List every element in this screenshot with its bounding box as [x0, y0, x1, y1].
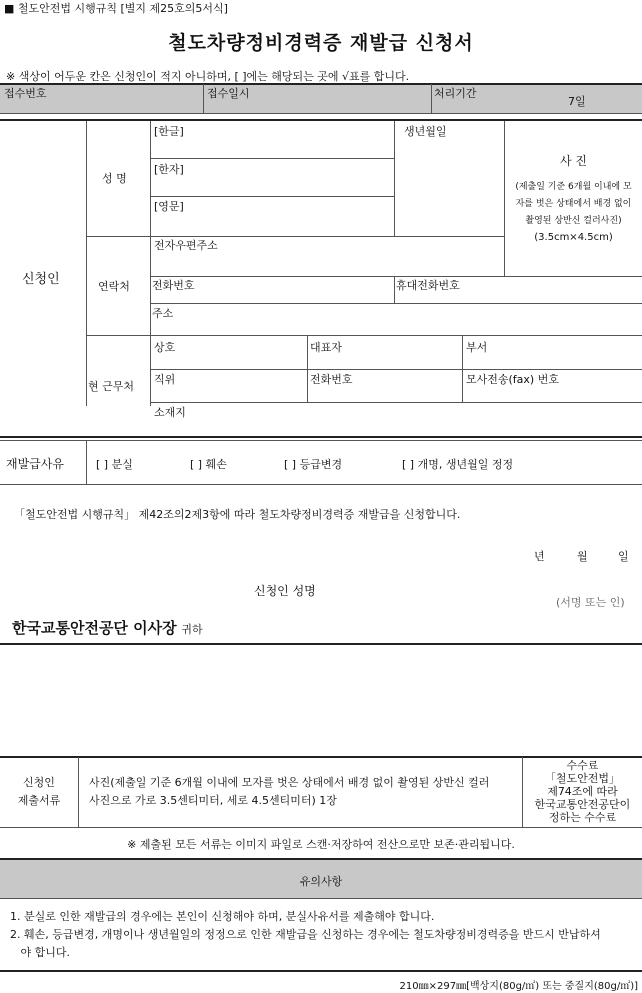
- signature-hint: (서명 또는 인): [556, 596, 625, 609]
- reception-date-label: 접수일시: [207, 87, 250, 100]
- scan-note: ※ 제출된 모든 서류는 이미지 파일로 스캔·저장하여 전산으로만 보존·관리됩니다.: [127, 838, 515, 851]
- fee-line-3: 제74조에 따라: [547, 785, 618, 798]
- photo-desc-2: 자를 벗은 상태에서 배경 없이: [515, 199, 632, 209]
- company-field[interactable]: 상호: [154, 341, 176, 354]
- reason-option-damaged[interactable]: [ ] 훼손: [190, 458, 227, 471]
- reception-bar: [0, 84, 642, 113]
- location-field[interactable]: 소재지: [154, 406, 186, 419]
- note-item-2-cont: 야 합니다.: [10, 946, 70, 959]
- note-item-1: 1. 분실로 인한 재발급의 경우에는 본인이 신청해야 하며, 분실사유서를 제출해야 합니다.: [10, 910, 435, 923]
- applicant-section-label: 신청인: [22, 272, 60, 287]
- paper-spec-footer: 210㎜×297㎜[백상지(80g/㎡) 또는 중질지(80g/㎡)]: [399, 981, 638, 992]
- photo-desc-1: (제출일 기준 6개월 이내에 모: [515, 182, 632, 192]
- date-day[interactable]: 일: [618, 550, 629, 563]
- name-korean-field[interactable]: [한글]: [154, 125, 184, 138]
- reason-option-name-birth-correction[interactable]: [ ] 개명, 생년월일 정정: [402, 458, 514, 471]
- documents-content: [89, 774, 489, 810]
- ceo-field[interactable]: 대표자: [310, 341, 342, 354]
- name-hanja-field[interactable]: [한자]: [154, 163, 184, 176]
- form-reference: ■ 철도안전법 시행규칙 [별지 제25호의5서식]: [4, 2, 228, 15]
- work-phone-field[interactable]: 전화번호: [310, 373, 353, 386]
- processing-period-value: 7일: [568, 95, 586, 108]
- form-note: ※ 색상이 어두운 칸은 신청인이 적지 아니하며, [ ]에는 해당되는 곳에 √표를 합니다.: [6, 70, 410, 83]
- fee-line-5: 정하는 수수료: [548, 811, 617, 824]
- note-item-2: 2. 훼손, 등급변경, 개명이나 생년월일의 정정으로 인한 재발급을 신청하는 경우에는 철도차량정비경력증을 반드시 반납하셔: [10, 928, 601, 941]
- fee-box: [523, 759, 642, 824]
- phone-field[interactable]: 전화번호: [152, 279, 195, 292]
- photo-title: 사 진: [560, 154, 587, 168]
- mobile-field[interactable]: 휴대전화번호: [396, 279, 460, 292]
- department-field[interactable]: 부서: [466, 341, 488, 354]
- notes-list: [10, 908, 601, 962]
- reason-option-grade-change[interactable]: [ ] 등급변경: [284, 458, 343, 471]
- documents-content-line-2: 사진으로 가로 3.5센티미터, 세로 4.5센티미터) 1장: [89, 794, 337, 807]
- form-title: 철도차량정비경력증 재발급 신청서: [168, 32, 474, 54]
- recipient-suffix: 귀하: [181, 623, 203, 636]
- reason-option-lost[interactable]: [ ] 분실: [96, 458, 133, 471]
- application-statement: 「철도안전법 시행규칙」 제42조의2제3항에 따라 철도차량정비경력증 재발급을 신청합니다.: [14, 508, 461, 521]
- fee-line-2: 「철도안전법」: [544, 772, 621, 785]
- recipient-name: 한국교통안전공단 이사장: [12, 619, 177, 637]
- photo-desc-3: 촬영된 상반신 컬러사진): [525, 216, 622, 226]
- workplace-label: 현 근무처: [88, 380, 135, 393]
- name-english-field[interactable]: [영문]: [154, 200, 184, 213]
- photo-size: (3.5cm×4.5cm): [534, 232, 613, 243]
- notes-title: 유의사항: [299, 875, 343, 888]
- date-month[interactable]: 월: [577, 550, 588, 563]
- fee-line-1: 수수료: [566, 759, 599, 772]
- fee-line-4: 한국교통안전공단이: [534, 798, 631, 811]
- position-field[interactable]: 직위: [154, 373, 176, 386]
- photo-box: [505, 152, 642, 246]
- documents-label-line-2: 제출서류: [17, 794, 61, 807]
- documents-label: [0, 774, 78, 810]
- documents-label-line-1: 신청인: [23, 776, 55, 789]
- birth-date-label[interactable]: 생년월일: [404, 125, 447, 138]
- date-year[interactable]: 년: [534, 550, 545, 563]
- documents-content-line-1: 사진(제출일 기준 6개월 이내에 모자를 벗은 상태에서 배경 없이 촬영된 상반신 컬러: [89, 776, 490, 789]
- reason-label: 재발급사유: [6, 457, 64, 471]
- processing-period-label: 처리기간: [434, 87, 477, 100]
- address-field[interactable]: 주소: [152, 307, 174, 320]
- name-label: 성 명: [102, 172, 127, 185]
- contact-label: 연락처: [98, 280, 130, 293]
- fax-field[interactable]: 모사전송(fax) 번호: [466, 373, 559, 386]
- recipient: [12, 617, 203, 638]
- reception-number-label: 접수번호: [4, 87, 47, 100]
- email-field[interactable]: 전자우편주소: [154, 239, 218, 252]
- signature-label[interactable]: 신청인 성명: [254, 584, 316, 598]
